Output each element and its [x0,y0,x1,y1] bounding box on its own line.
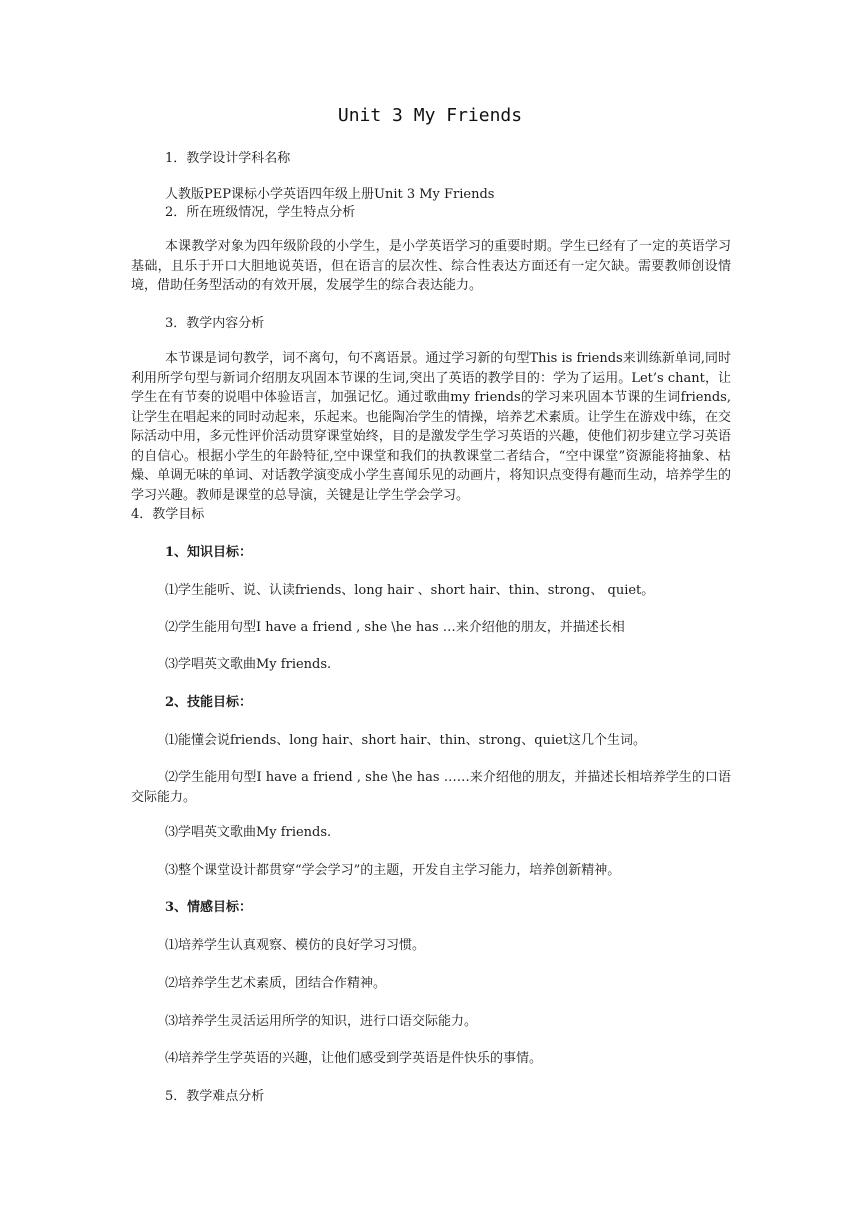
skill-goal-3: ⑶学唱英文歌曲My friends. [165,825,332,840]
knowledge-goal-3: ⑶学唱英文歌曲My friends. [165,657,332,672]
section-1-text: 人教版PEP课标小学英语四年级上册Unit 3 My Friends [165,187,495,202]
document-title: Unit 3 My Friends [337,105,523,126]
knowledge-goal-1: ⑴学生能听、说、认读friends、long hair 、short hair、thin、strong、 quiet。 [165,583,655,598]
skill-goals-heading: 2、技能目标： [165,695,253,710]
section-2-heading: 2．所在班级情况，学生特点分析 [165,205,356,220]
skill-goal-4: ⑶整个课堂设计都贯穿“学会学习”的主题，开发自主学习能力，培养创新精神。 [165,863,621,878]
knowledge-goals-heading: 1、知识目标： [165,545,253,560]
emotion-goal-2: ⑵培养学生艺术素质，团结合作精神。 [165,976,387,991]
section-1-heading: 1．教学设计学科名称 [165,151,291,166]
skill-goal-2: ⑵学生能用句型I have a friend , she \he has ……来介绍他的朋友，并描述长相培养学生的口语交际能力。 [131,770,731,805]
emotion-goal-4: ⑷培养学生学英语的兴趣，让他们感受到学英语是件快乐的事情。 [165,1051,543,1066]
emotion-goals-heading: 3、情感目标： [165,900,253,915]
section-3-paragraph: 本节课是词句教学，词不离句，句不离语景。通过学习新的句型This is friends来训练新单词,同时利用所学句型与新词介绍朋友巩固本节课的生词,突出了英语的教学目的：学为了运用。Let’s chant，让学生在有节奏的说唱中体验语言，加强记忆。通过歌曲my friends的学习来巩固本节课的生词friends,让学生在唱起来的同时动起来，乐起来。也能陶冶学生的情操，培养艺术素质。让学生在游戏中练，在交际活动中用，多元性评价活动贯穿课堂始终，目的是激发学生学习英语的兴趣，使他们初步建立学习英语的自信心。根据小学生的年龄特征,空中课堂和我们的执教课堂二者结合，“空中课堂”资源能将抽象、枯燥、单调无味的单词、对话教学演变成小学生喜闻乐见的动画片，将知识点变得有趣而生动，培养学生的学习兴趣。教师是课堂的总导演，关键是让学生学会学习。 [131,351,731,503]
section-3-heading: 3．教学内容分析 [165,316,265,331]
knowledge-goal-2: ⑵学生能用句型I have a friend , she \he has …来介绍他的朋友，并描述长相 [165,620,625,635]
section-4-heading: 4．教学目标 [131,507,205,522]
section-2-paragraph: 本课教学对象为四年级阶段的小学生，是小学英语学习的重要时期。学生已经有了一定的英语学习基础，且乐于开口大胆地说英语，但在语言的层次性、综合性表达方面还有一定欠缺。需要教师创设情境，借助任务型活动的有效开展，发展学生的综合表达能力。 [131,239,731,293]
emotion-goal-3: ⑶培养学生灵活运用所学的知识，进行口语交际能力。 [165,1014,478,1029]
section-5-heading: 5．教学难点分析 [165,1089,265,1104]
skill-goal-1: ⑴能懂会说friends、long hair、short hair、thin、strong、quiet这几个生词。 [165,733,647,748]
emotion-goal-1: ⑴培养学生认真观察、模仿的良好学习习惯。 [165,938,426,953]
